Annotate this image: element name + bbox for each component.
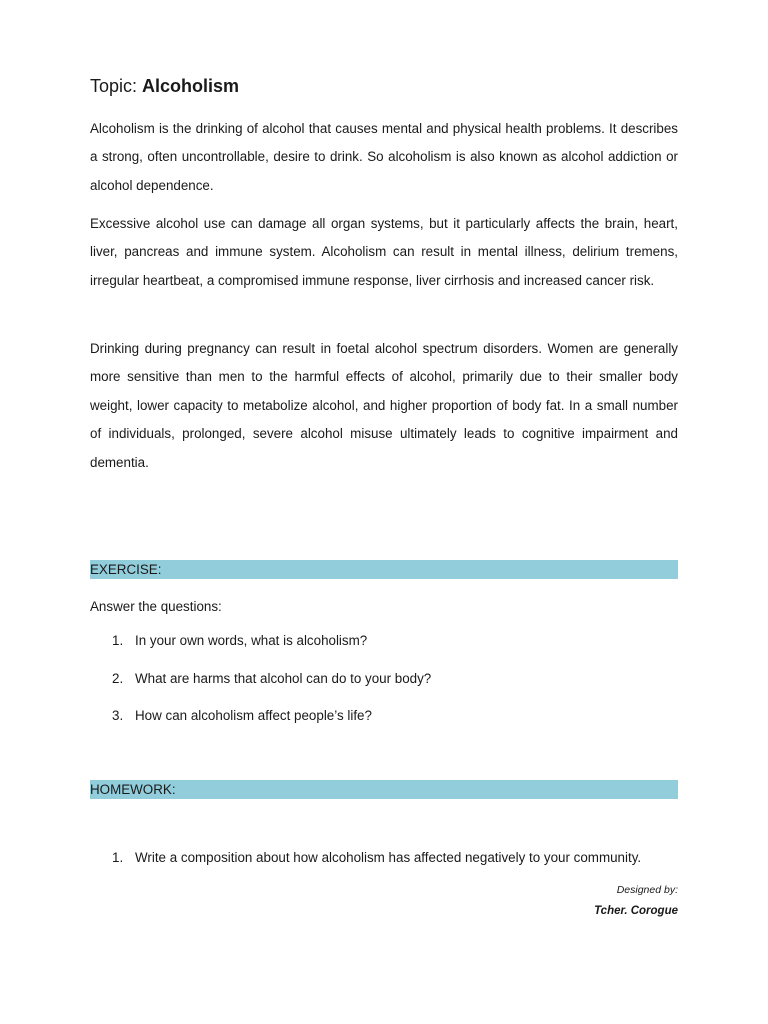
- paragraph-pregnancy: Drinking during pregnancy can result in foetal alcohol spectrum disorders. Women are generally more sensitive than men to the harmful effects of alcohol, primarily due to their smaller body weight, lower capacity to metabolize alcohol, and higher proportion of body fat. In a small number of individuals, prolonged, severe alcohol misuse ultimately leads to cognitive impairment and dementia.: [90, 341, 678, 470]
- exercise-heading: EXERCISE:: [90, 560, 678, 579]
- list-item-number: 1.: [112, 633, 124, 648]
- list-item-text: How can alcoholism affect people’s life?: [135, 708, 372, 723]
- list-item-number: 2.: [112, 671, 124, 686]
- credit-label: Designed by:: [616, 884, 678, 896]
- topic-value: Alcoholism: [142, 76, 240, 96]
- topic-label: Topic:: [90, 76, 138, 96]
- exercise-instruction: Answer the questions:: [90, 599, 222, 614]
- list-item-text: What are harms that alcohol can do to your body?: [135, 671, 432, 686]
- homework-heading: HOMEWORK:: [90, 780, 678, 799]
- page-title: [90, 74, 239, 98]
- list-item-text: Write a composition about how alcoholism has affected negatively to your community.: [135, 850, 642, 865]
- paragraph-effects: Excessive alcohol use can damage all organ systems, but it particularly affects the brain, heart, liver, pancreas and immune system. Alcoholism can result in mental illness, delirium tremens, irregular heartbeat, a compromised immune response, liver cirrhosis and increased cancer risk.: [90, 216, 678, 288]
- list-item-number: 3.: [112, 708, 124, 723]
- credit-name: Tcher. Corogue: [594, 905, 678, 917]
- list-item-text: In your own words, what is alcoholism?: [135, 633, 368, 648]
- list-item-number: 1.: [112, 850, 124, 865]
- paragraph-definition: Alcoholism is the drinking of alcohol that causes mental and physical health problems. It describes a strong, often uncontrollable, desire to drink. So alcoholism is also known as alcohol addiction or alcohol dependence.: [90, 121, 678, 193]
